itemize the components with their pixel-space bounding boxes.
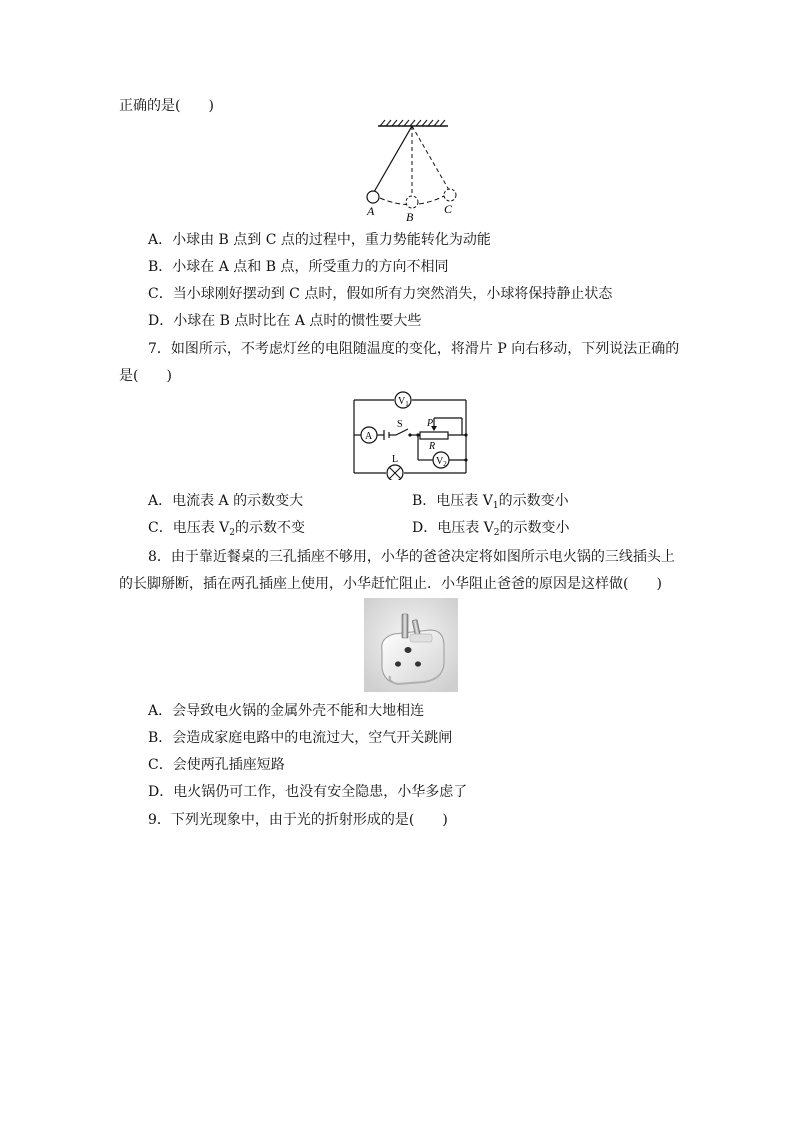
slider-label: P — [427, 418, 434, 429]
q6-option-a: A．小球由 B 点到 C 点的过程中，重力势能转化为动能 — [148, 232, 491, 248]
q6-option-c: C．当小球刚好摆动到 C 点时，假如所有力突然消失，小球将保持静止状态 — [148, 286, 613, 302]
pendulum-label-b: B — [406, 210, 414, 223]
q8-option-a: A．会导致电火锅的金属外壳不能和大地相连 — [148, 703, 425, 719]
q7-stem-line2: 是( ) — [119, 368, 172, 384]
pendulum-label-c: C — [444, 202, 453, 216]
q7-option-b — [412, 492, 569, 515]
q6-option-d: D．小球在 B 点时比在 A 点时的惯性要大些 — [148, 313, 422, 329]
q7-option-d-sub: 2 — [493, 528, 500, 538]
q7-option-d — [412, 519, 570, 542]
q7-option-a: A．电流表 A 的示数变大 — [148, 493, 304, 509]
q8-option-d: D．电火锅仍可工作，也没有安全隐患，小华多虑了 — [148, 784, 468, 800]
pendulum-label-a: A — [367, 204, 375, 218]
q7-option-d-post: 的示数变小 — [499, 520, 570, 536]
pendulum-figure — [356, 118, 476, 223]
q7-option-b-post: 的示数变小 — [498, 493, 569, 509]
v1-subscript: 1 — [405, 400, 409, 408]
q7-option-b-pre: B．电压表 V — [412, 493, 493, 509]
q8-stem-line1: 8．由于靠近餐桌的三孔插座不够用，小华的爸爸决定将如图所示电火锅的三线插头上 — [148, 549, 675, 565]
lamp-label: L — [392, 454, 399, 465]
v2-label: V — [436, 456, 444, 467]
v1-label: V — [398, 396, 406, 407]
q8-stem-line2: 的长脚掰断，插在两孔插座上使用，小华赶忙阻止．小华阻止爸爸的原因是这样做( ) — [119, 576, 662, 592]
q7-stem-line1: 7．如图所示，不考虑灯丝的电阻随温度的变化，将滑片 P 向右移动，下列说法正确的 — [148, 341, 680, 357]
q7-option-c-sub: 2 — [229, 528, 236, 538]
q9-stem: 9．下列光现象中，由于光的折射形成的是( ) — [148, 812, 448, 828]
q8-option-b: B．会造成家庭电路中的电流过大，空气开关跳闸 — [148, 730, 453, 746]
ammeter-label: A — [365, 431, 373, 442]
plug-photo — [364, 598, 458, 692]
q7-option-d-pre: D．电压表 V — [412, 520, 494, 536]
q7-option-b-sub: 1 — [492, 501, 499, 511]
q6-stem-tail: 正确的是( ) — [119, 98, 214, 114]
q8-option-c: C．会使两孔插座短路 — [148, 757, 285, 773]
q7-option-c-post: 的示数不变 — [235, 520, 306, 536]
q7-option-c-pre: C．电压表 V — [148, 520, 230, 536]
q7-option-c — [148, 519, 305, 542]
q6-option-b: B．小球在 A 点和 B 点，所受重力的方向不相同 — [148, 259, 449, 275]
v2-subscript: 2 — [443, 460, 447, 468]
resistor-label: R — [429, 441, 436, 452]
switch-label: S — [397, 419, 403, 430]
circuit-diagram — [352, 390, 472, 480]
